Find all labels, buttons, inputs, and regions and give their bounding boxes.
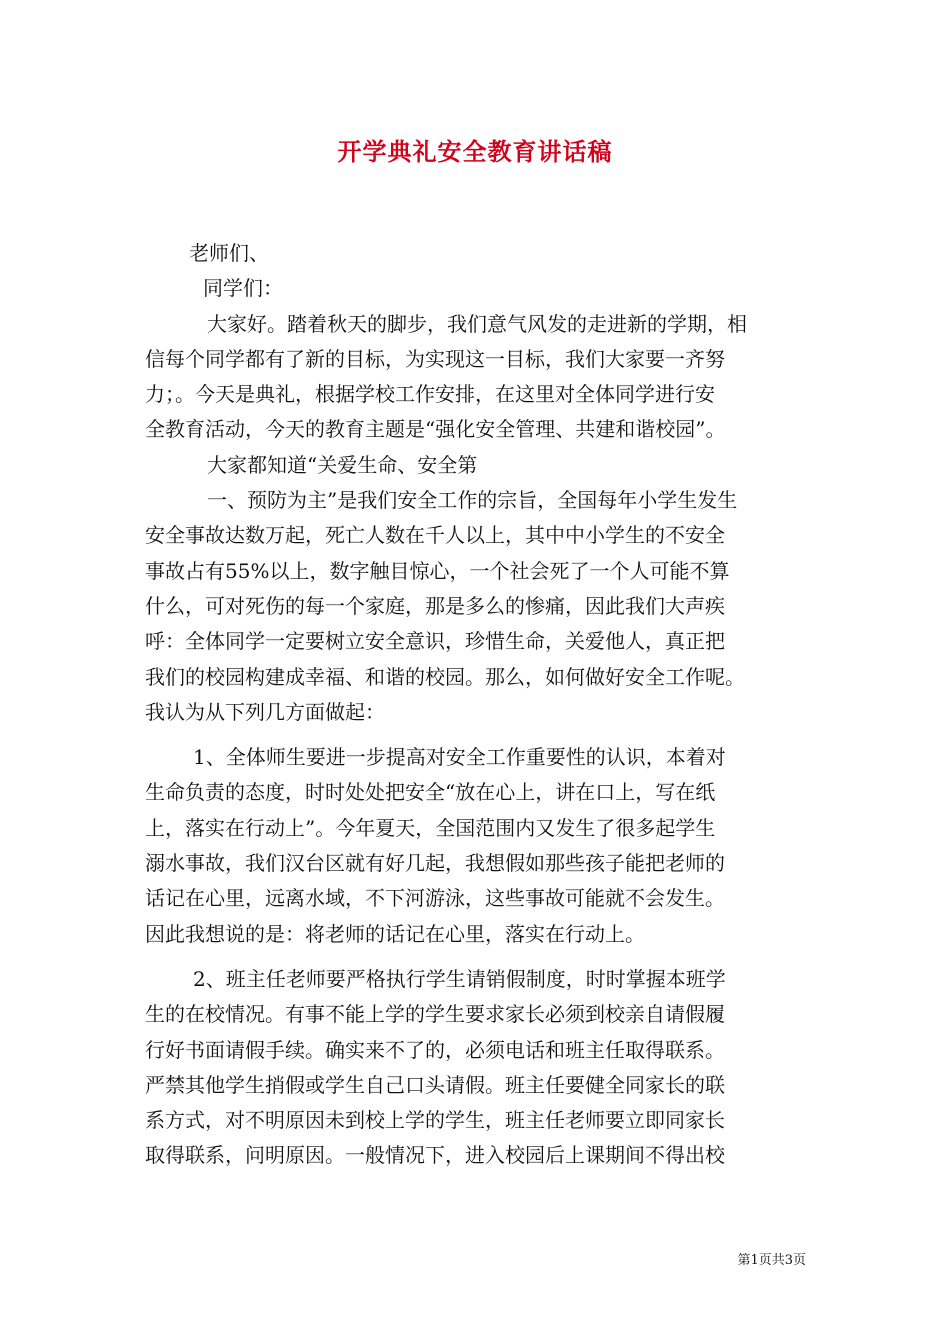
paragraph-line: 力；。今天是典礼，根据学校工作安排，在这里对全体同学进行安 (145, 382, 715, 407)
paragraph-line: 系方式，对不明原因未到校上学的学生，班主任老师要立即同家长 (145, 1108, 725, 1133)
paragraph-line: 行好书面请假手续。确实来不了的，必须电话和班主任取得联系。 (145, 1037, 725, 1062)
salutation-line: 同学们： (203, 276, 283, 301)
paragraph-line: 生命负责的态度，时时处处把安全“放在心上，讲在口上，写在纸 (145, 780, 716, 805)
paragraph-line: 一、预防为主”是我们安全工作的宗旨，全国每年小学生发生 (207, 488, 738, 513)
paragraph-line: 话记在心里，远离水域，不下河游泳，这些事故可能就不会发生。 (145, 886, 725, 911)
paragraph-line: 呼：全体同学一定要树立安全意识，珍惜生命，关爱他人，真正把 (145, 629, 725, 654)
paragraph-line: 全教育活动，今天的教育主题是“强化安全管理、共建和谐校园”。 (145, 417, 726, 442)
document-title: 开学典礼安全教育讲话稿 (337, 137, 613, 166)
document-body (145, 236, 825, 1174)
paragraph-line: 2、班主任老师要严格执行学生请销假制度，时时掌握本班学 (193, 966, 726, 991)
paragraph-line: 严禁其他学生捎假或学生自己口头请假。班主任要健全同家长的联 (145, 1072, 725, 1097)
paragraph-line: 取得联系，问明原因。一般情况下，进入校园后上课期间不得出校 (145, 1143, 725, 1168)
salutation-line: 老师们、 (189, 241, 269, 265)
paragraph-line: 什么，可对死伤的每一个家庭，那是多么的惨痛，因此我们大声疾 (145, 593, 725, 618)
paragraph-line: 大家好。踏着秋天的脚步，我们意气风发的走进新的学期，相 (207, 311, 747, 336)
paragraph-line: 上，落实在行动上”。今年夏天，全国范围内又发生了很多起学生 (145, 815, 716, 840)
paragraph-line: 信每个同学都有了新的目标，为实现这一目标，我们大家要一齐努 (145, 346, 725, 371)
paragraph-line: 我们的校园构建成幸福、和谐的校园。那么，如何做好安全工作呢。 (145, 664, 745, 689)
paragraph-line: 生的在校情况。有事不能上学的学生要求家长必须到校亲自请假履 (145, 1002, 725, 1027)
paragraph-line: 因此我想说的是：将老师的话记在心里，落实在行动上。 (145, 921, 645, 946)
paragraph-line: 溺水事故，我们汉台区就有好几起，我想假如那些孩子能把老师的 (145, 851, 725, 876)
paragraph-line: 1、全体师生要进一步提高对安全工作重要性的认识，本着对 (193, 745, 726, 770)
page-number: 第1页共3页 (737, 1253, 806, 1268)
paragraph-line: 事故占有55%以上，数字触目惊心，一个社会死了一个人可能不算 (145, 558, 730, 583)
paragraph-line: 我认为从下列几方面做起： (145, 699, 385, 724)
paragraph-line: 大家都知道“关爱生命、安全第 (207, 452, 478, 477)
paragraph-line: 安全事故达数万起，死亡人数在千人以上，其中中小学生的不安全 (145, 523, 725, 548)
